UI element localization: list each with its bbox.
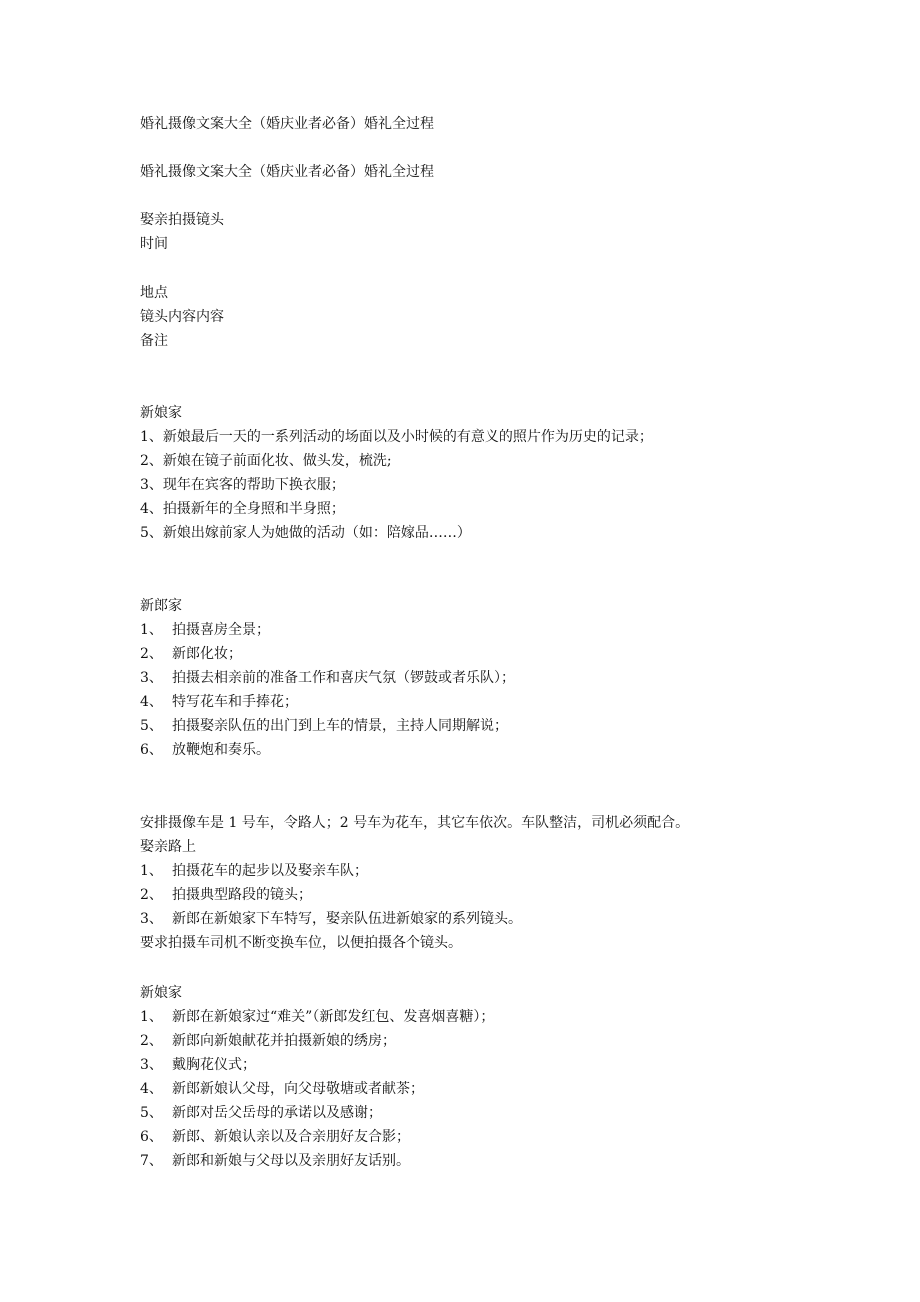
- item-number: 5、: [140, 718, 163, 734]
- item-text: 放鞭炮和奏乐。: [172, 742, 270, 758]
- item-number: 6、: [140, 1129, 163, 1145]
- list-item: [140, 1080, 424, 1098]
- item-number: 1、: [140, 622, 163, 638]
- item-text: 新郎化妆；: [172, 646, 242, 662]
- item-text: 新郎、新娘认亲以及合亲朋好友合影；: [172, 1129, 410, 1145]
- field-label-content: 镜头内容内容: [140, 309, 224, 325]
- item-text: 拍摄去相亲前的准备工作和喜庆气氛（锣鼓或者乐队）；: [172, 670, 515, 686]
- list-item: [140, 717, 508, 735]
- list-item: [140, 645, 242, 663]
- item-text: 新郎在新娘家下车特写，娶亲队伍进新娘家的系列镜头。: [172, 911, 522, 927]
- item-number: 4、: [140, 694, 163, 710]
- item-number: 2、: [140, 1033, 163, 1049]
- item-text: 戴胸花仪式；: [172, 1057, 256, 1073]
- list-item: 4、拍摄新年的全身照和半身照；: [140, 501, 345, 517]
- list-item: [140, 621, 270, 639]
- item-number: 7、: [140, 1153, 163, 1169]
- section-title-bride-home: 新娘家: [140, 405, 182, 421]
- item-text: 拍摄花车的起步以及娶亲车队；: [172, 863, 368, 879]
- list-item: [140, 1152, 410, 1170]
- list-item: [140, 1104, 382, 1122]
- list-item: 3、现年在宾客的帮助下换衣服；: [140, 477, 345, 493]
- list-item: [140, 910, 522, 928]
- item-text: 拍摄典型路段的镜头；: [172, 887, 312, 903]
- list-item: [140, 1032, 396, 1050]
- item-number: 6、: [140, 742, 163, 758]
- list-item: [140, 862, 368, 880]
- item-number: 2、: [140, 887, 163, 903]
- item-number: 5、: [140, 1105, 163, 1121]
- list-item: [140, 693, 298, 711]
- list-item: 5、新娘出嫁前家人为她做的活动（如：陪嫁品……）: [140, 525, 471, 541]
- item-number: 3、: [140, 1057, 163, 1073]
- item-text: 新郎对岳父岳母的承诺以及感谢；: [172, 1105, 382, 1121]
- section-title-groom-home: 新郎家: [140, 598, 182, 614]
- item-number: 2、: [140, 646, 163, 662]
- item-number: 3、: [140, 911, 163, 927]
- item-text: 新郎新娘认父母，向父母敬塘或者献茶；: [172, 1081, 424, 1097]
- item-text: 特写花车和手捧花；: [172, 694, 298, 710]
- section-heading: 娶亲拍摄镜头: [140, 212, 224, 228]
- paragraph: 安排摄像车是 1 号车，令路人；2 号车为花车，其它车依次。车队整洁，司机必须配合。: [140, 815, 690, 831]
- item-number: 4、: [140, 1081, 163, 1097]
- item-number: 3、: [140, 670, 163, 686]
- paragraph: 要求拍摄车司机不断变换车位，以便拍摄各个镜头。: [140, 935, 462, 951]
- list-item: 1、新娘最后一天的一系列活动的场面以及小时候的有意义的照片作为历史的记录；: [140, 429, 653, 445]
- list-item: [140, 741, 270, 759]
- field-label-notes: 备注: [140, 333, 168, 349]
- item-number: 1、: [140, 1009, 163, 1025]
- section-title-on-the-road: 娶亲路上: [140, 839, 196, 855]
- document-title: 婚礼摄像文案大全（婚庆业者必备）婚礼全过程: [140, 116, 434, 132]
- item-text: 拍摄喜房全景；: [172, 622, 270, 638]
- field-label-time: 时间: [140, 236, 168, 252]
- list-item: [140, 1008, 494, 1026]
- document-subtitle: 婚礼摄像文案大全（婚庆业者必备）婚礼全过程: [140, 164, 434, 180]
- list-item: 2、新娘在镜子前面化妆、做头发，梳洗;: [140, 453, 392, 469]
- item-text: 新郎在新娘家过“难关”（新郎发红包、发喜烟喜糖）；: [172, 1009, 495, 1025]
- item-text: 拍摄娶亲队伍的出门到上车的情景，主持人同期解说；: [172, 718, 508, 734]
- item-number: 1、: [140, 863, 163, 879]
- section-title-bride-home: 新娘家: [140, 985, 182, 1001]
- list-item: [140, 669, 515, 687]
- item-text: 新郎和新娘与父母以及亲朋好友话别。: [172, 1153, 410, 1169]
- field-label-place: 地点: [140, 285, 168, 301]
- list-item: [140, 886, 312, 904]
- list-item: [140, 1128, 410, 1146]
- list-item: [140, 1056, 256, 1074]
- item-text: 新郎向新娘献花并拍摄新娘的绣房；: [172, 1033, 396, 1049]
